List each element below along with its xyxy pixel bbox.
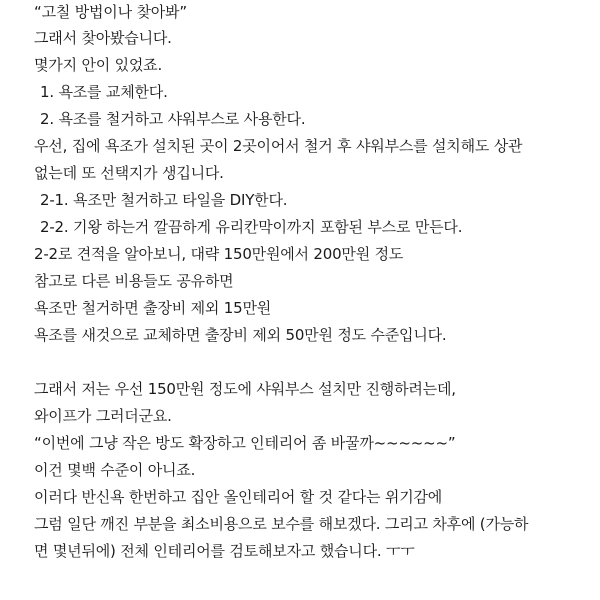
text-line-cost-removal: 욕조만 철거하면 출장비 제외 15만원 — [34, 299, 272, 317]
text-line-options: 몇가지 안이 있었죠. — [34, 56, 163, 74]
text-line-plan: 그래서 저는 우선 150만원 정도에 샤워부스 설치만 진행하려는데, — [34, 380, 456, 398]
text-line-first-para-a: 우선, 집에 욕조가 설치된 곳이 2곳이어서 철거 후 샤워부스를 설치해도 상관 — [34, 137, 523, 155]
text-line-quote-fix: “고칠 방법이나 찾아봐” — [34, 3, 187, 21]
text-line-repair-plan-b: 면 몇년뒤에) 전체 인테리어를 검토해보자고 했습니다. ㅜㅜ — [34, 542, 415, 560]
text-line-option-2-2: 2-2. 기왕 하는거 깔끔하게 유리칸막이까지 포함된 부스로 만든다. — [40, 218, 463, 236]
text-line-option-2: 2. 욕조를 철거하고 샤워부스로 사용한다. — [40, 110, 306, 128]
text-line-searched: 그래서 찾아봤습니다. — [34, 29, 172, 47]
text-line-estimate: 2-2로 견적을 알아보니, 대략 150만원에서 200만원 정도 — [34, 245, 404, 263]
text-line-wife-quote: “이번에 그냥 작은 방도 확장하고 인테리어 좀 바꿀까~~~~~~” — [34, 434, 456, 452]
text-line-wife: 와이프가 그러더군요. — [34, 407, 172, 425]
text-line-crisis: 이러다 반신욕 한번하고 집안 올인테리어 할 것 같다는 위기감에 — [34, 488, 443, 506]
text-line-option-1: 1. 욕조를 교체한다. — [40, 83, 168, 101]
text-line-repair-plan-a: 그럼 일단 깨진 부분을 최소비용으로 보수를 해보겠다. 그리고 차후에 (가능하 — [34, 515, 529, 533]
text-line-cost-replace: 욕조를 새것으로 교체하면 출장비 제외 50만원 정도 수준입니다. — [34, 326, 447, 344]
text-line-first-para-b: 없는데 또 선택지가 생깁니다. — [34, 164, 224, 182]
text-line-not-hundreds: 이건 몇백 수준이 아니죠. — [34, 461, 196, 479]
text-line-option-2-1: 2-1. 욕조만 철거하고 타일을 DIY한다. — [40, 191, 288, 209]
text-line-other-costs: 참고로 다른 비용들도 공유하면 — [34, 272, 234, 290]
